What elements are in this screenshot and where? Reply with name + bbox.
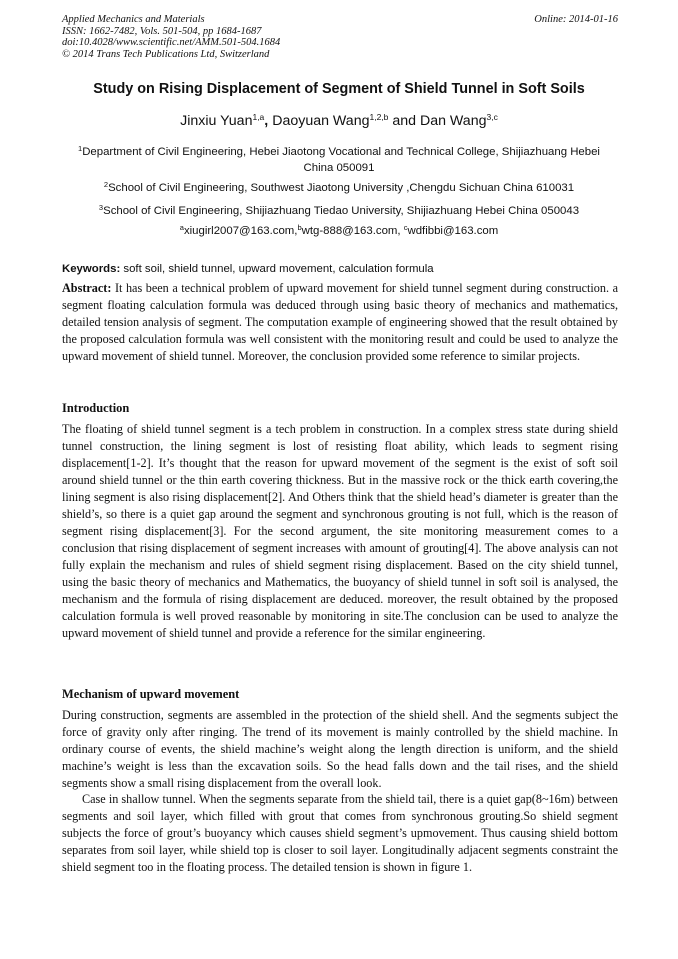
keywords-label: Keywords:: [62, 263, 121, 275]
abstract-paragraph: [62, 280, 618, 365]
affiliation-text: Department of Civil Engineering, Hebei Jiaotong Vocational and Technical College, Shijiazhuang Hebei China 050091: [82, 146, 600, 174]
email-address[interactable]: wtg-888@163.com,: [301, 225, 404, 237]
email-address[interactable]: xiugirl2007@163.com,: [183, 225, 298, 237]
journal-header: [62, 14, 618, 60]
journal-name: Applied Mechanics and Materials: [62, 14, 205, 25]
paper-title: Study on Rising Displacement of Segment of Shield Tunnel in Soft Soils: [93, 81, 585, 97]
section-heading-introduction: Introduction: [62, 401, 130, 415]
online-date: Online: 2014-01-16: [534, 14, 618, 25]
author-superscript: 3,c: [486, 112, 498, 122]
section-heading-mechanism: Mechanism of upward movement: [62, 687, 240, 701]
email-superscript: c: [403, 223, 408, 232]
mechanism-paragraph-2: Case in shallow tunnel. When the segments separate from the shield tail, there is a quiet gap(8~16m) between segments and soil layer, which filled with grout that comes from synchronous grouting.So shield segment subjects the force of grout’s buoyancy which causes shield segment’s upmovement. Thus causing shield bottom separates from soil layer, while shield top is closer to soil layer. Longitudinally adjacent segments constraint the shield segment too in the floating process. The detailed tension is shown in figure 1.: [62, 792, 618, 874]
author-name: Daoyuan Wang: [272, 113, 370, 129]
email-address[interactable]: wdfibbi@163.com: [407, 225, 499, 237]
affiliation-superscript: 3: [98, 203, 104, 212]
keywords-text: soft soil, shield tunnel, upward movement, calculation formula: [120, 263, 434, 275]
email-superscript: b: [297, 223, 302, 232]
author-name: Dan Wang: [419, 113, 487, 129]
abstract-text: It has been a technical problem of upward movement for shield tunnel segment during construction. a segment floating calculation formula was deduced through using basic theory of mechanics and mathematics, detailed tension analysis of segment. The computation example of engineering showed that the result obtained by the proposed calculation formula was well consistent with the monitoring result and could be used to analyze the upward movement of shield tunnel. Moreover, the conclusion provided some reference to similar projects.: [62, 281, 618, 363]
affiliation-superscript: 2: [103, 180, 109, 189]
author-list: Jinxiu Yuan$^{1,a}$, Daoyuan Wang$^{1,2,b}$ and Dan Wang$^{3,c}$: [180, 112, 498, 129]
affiliation-3: [64, 203, 614, 219]
email-superscript: a: [179, 223, 184, 232]
affiliation-text: School of Civil Engineering, Southwest Jiaotong University ,Chengdu Sichuan China 610031: [108, 182, 575, 194]
doi-line: doi:10.4028/www.scientific.net/AMM.501-504.1684: [62, 37, 281, 49]
copyright-line: © 2014 Trans Tech Publications Ltd, Switzerland: [62, 48, 270, 60]
author-superscript: 1,2,b: [369, 112, 389, 122]
affiliation-2: [64, 180, 614, 196]
abstract-label: Abstract:: [62, 281, 112, 295]
author-name: Jinxiu Yuan: [180, 113, 253, 129]
introduction-paragraph: The floating of shield tunnel segment is a tech problem in construction. In a complex stress state during shield tunnel construction, the lining segment is lost of resisting float ability, which leads to segment rising displacement[1-2]. It’s thought that the reason for upward movement of the segment is the exist of soft soil around shield tunnel or the thin earth covering thickness. But in the massive rock or the thick earth covering,the lining segment is also rising displacement[2]. And Others think that the shield head’s diameter is greater than the shield’s, so there is a quiet gap around the segment and synchronous grouting is not full, which is the reason of segment rising displacement[3]. For the second argument, the site monitoring measurement comes to a conclusion that rising displacement of segment increases with amount of grouting[4]. The above analysis can not fully explain the mechanism and rules of shield segment rising displacement. Based on the city shield tunnel, using the basic theory of mechanics and Mathematics, the buoyancy of shield tunnel in soft soil is analysed, the mechanism and the formula of rising displacement are deduced. moreover, the result obtained by the proposed calculation formula is well proved reasonable by monitoring in site.The conclusion can be used to analyze the upward movement of shield tunnel and provide a reference for the similar engineering.: [62, 422, 618, 640]
issn-line: ISSN: 1662-7482, Vols. 501-504, pp 1684-1687: [62, 25, 262, 37]
affiliation-text: School of Civil Engineering, Shijiazhuang Tiedao University, Shijiazhuang Hebei China 050043: [103, 205, 580, 217]
affiliation-superscript: 1: [78, 144, 83, 153]
affiliation-1: [64, 144, 614, 176]
keywords-line: [62, 261, 618, 277]
author-superscript: 1,a: [252, 112, 265, 122]
mechanism-paragraph-1: During construction, segments are assembled in the protection of the shield shell. And the segments subject the force of gravity only after ringing. The trend of its movement is mainly controlled by the shield machine. In ordinary course of events, the shield machine’s weight along the length direction is uniform, and the shield machine’s weight is less than the excavation soils. So the head falls down and the tail rises, and the shield segments show a small rising displacement from the overall look.: [62, 708, 618, 790]
email-list: [64, 223, 614, 239]
author-conjunction: and: [392, 113, 417, 129]
